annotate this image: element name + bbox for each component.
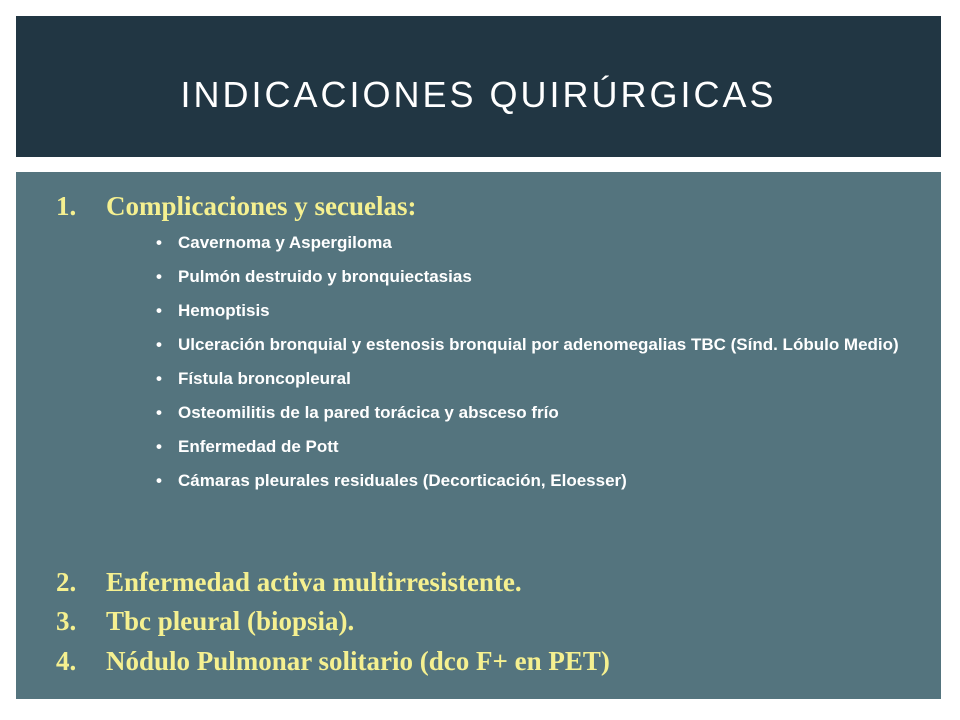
item-number: 2. — [56, 567, 77, 597]
bullet-item: • Osteomilitis de la pared torácica y absceso frío — [156, 400, 916, 425]
bullet-list — [156, 230, 916, 502]
title-band — [16, 16, 941, 157]
item-label: Complicaciones y secuelas: — [106, 191, 417, 221]
item-label: Enfermedad activa multirresistente. — [106, 567, 522, 597]
item-label: Tbc pleural (biopsia). — [106, 606, 355, 636]
numbered-item-1 — [56, 189, 416, 223]
bullet-icon: • — [156, 267, 162, 286]
numbered-item-2 — [56, 565, 522, 599]
item-label: Nódulo Pulmonar solitario (dco F+ en PET) — [106, 646, 610, 676]
bullet-item: • Fístula broncopleural — [156, 366, 916, 391]
bullet-icon: • — [156, 233, 162, 252]
bullet-icon: • — [156, 437, 162, 456]
bullet-icon: • — [156, 301, 162, 320]
bullet-item: • Cámaras pleurales residuales (Decorticación, Eloesser) — [156, 468, 916, 493]
bullet-icon: • — [156, 403, 162, 422]
content-band — [16, 172, 941, 699]
item-number: 1. — [56, 191, 77, 221]
bullet-icon: • — [156, 471, 162, 490]
bullet-item: • Pulmón destruido y bronquiectasias — [156, 264, 916, 289]
item-number: 3. — [56, 606, 77, 636]
bullet-item: • Cavernoma y Aspergiloma — [156, 230, 916, 255]
item-number: 4. — [56, 646, 77, 676]
numbered-item-3 — [56, 604, 354, 638]
bullet-item: • Ulceración bronquial y estenosis bronquial por adenomegalias TBC (Sínd. Lóbulo Medio) — [156, 332, 916, 357]
bullet-item: • Hemoptisis — [156, 298, 916, 323]
bullet-icon: • — [156, 369, 162, 388]
slide-title: INDICACIONES QUIRÚRGICAS — [180, 73, 777, 115]
bullet-icon: • — [156, 335, 162, 354]
bullet-item: • Enfermedad de Pott — [156, 434, 916, 459]
numbered-item-4 — [56, 644, 610, 678]
